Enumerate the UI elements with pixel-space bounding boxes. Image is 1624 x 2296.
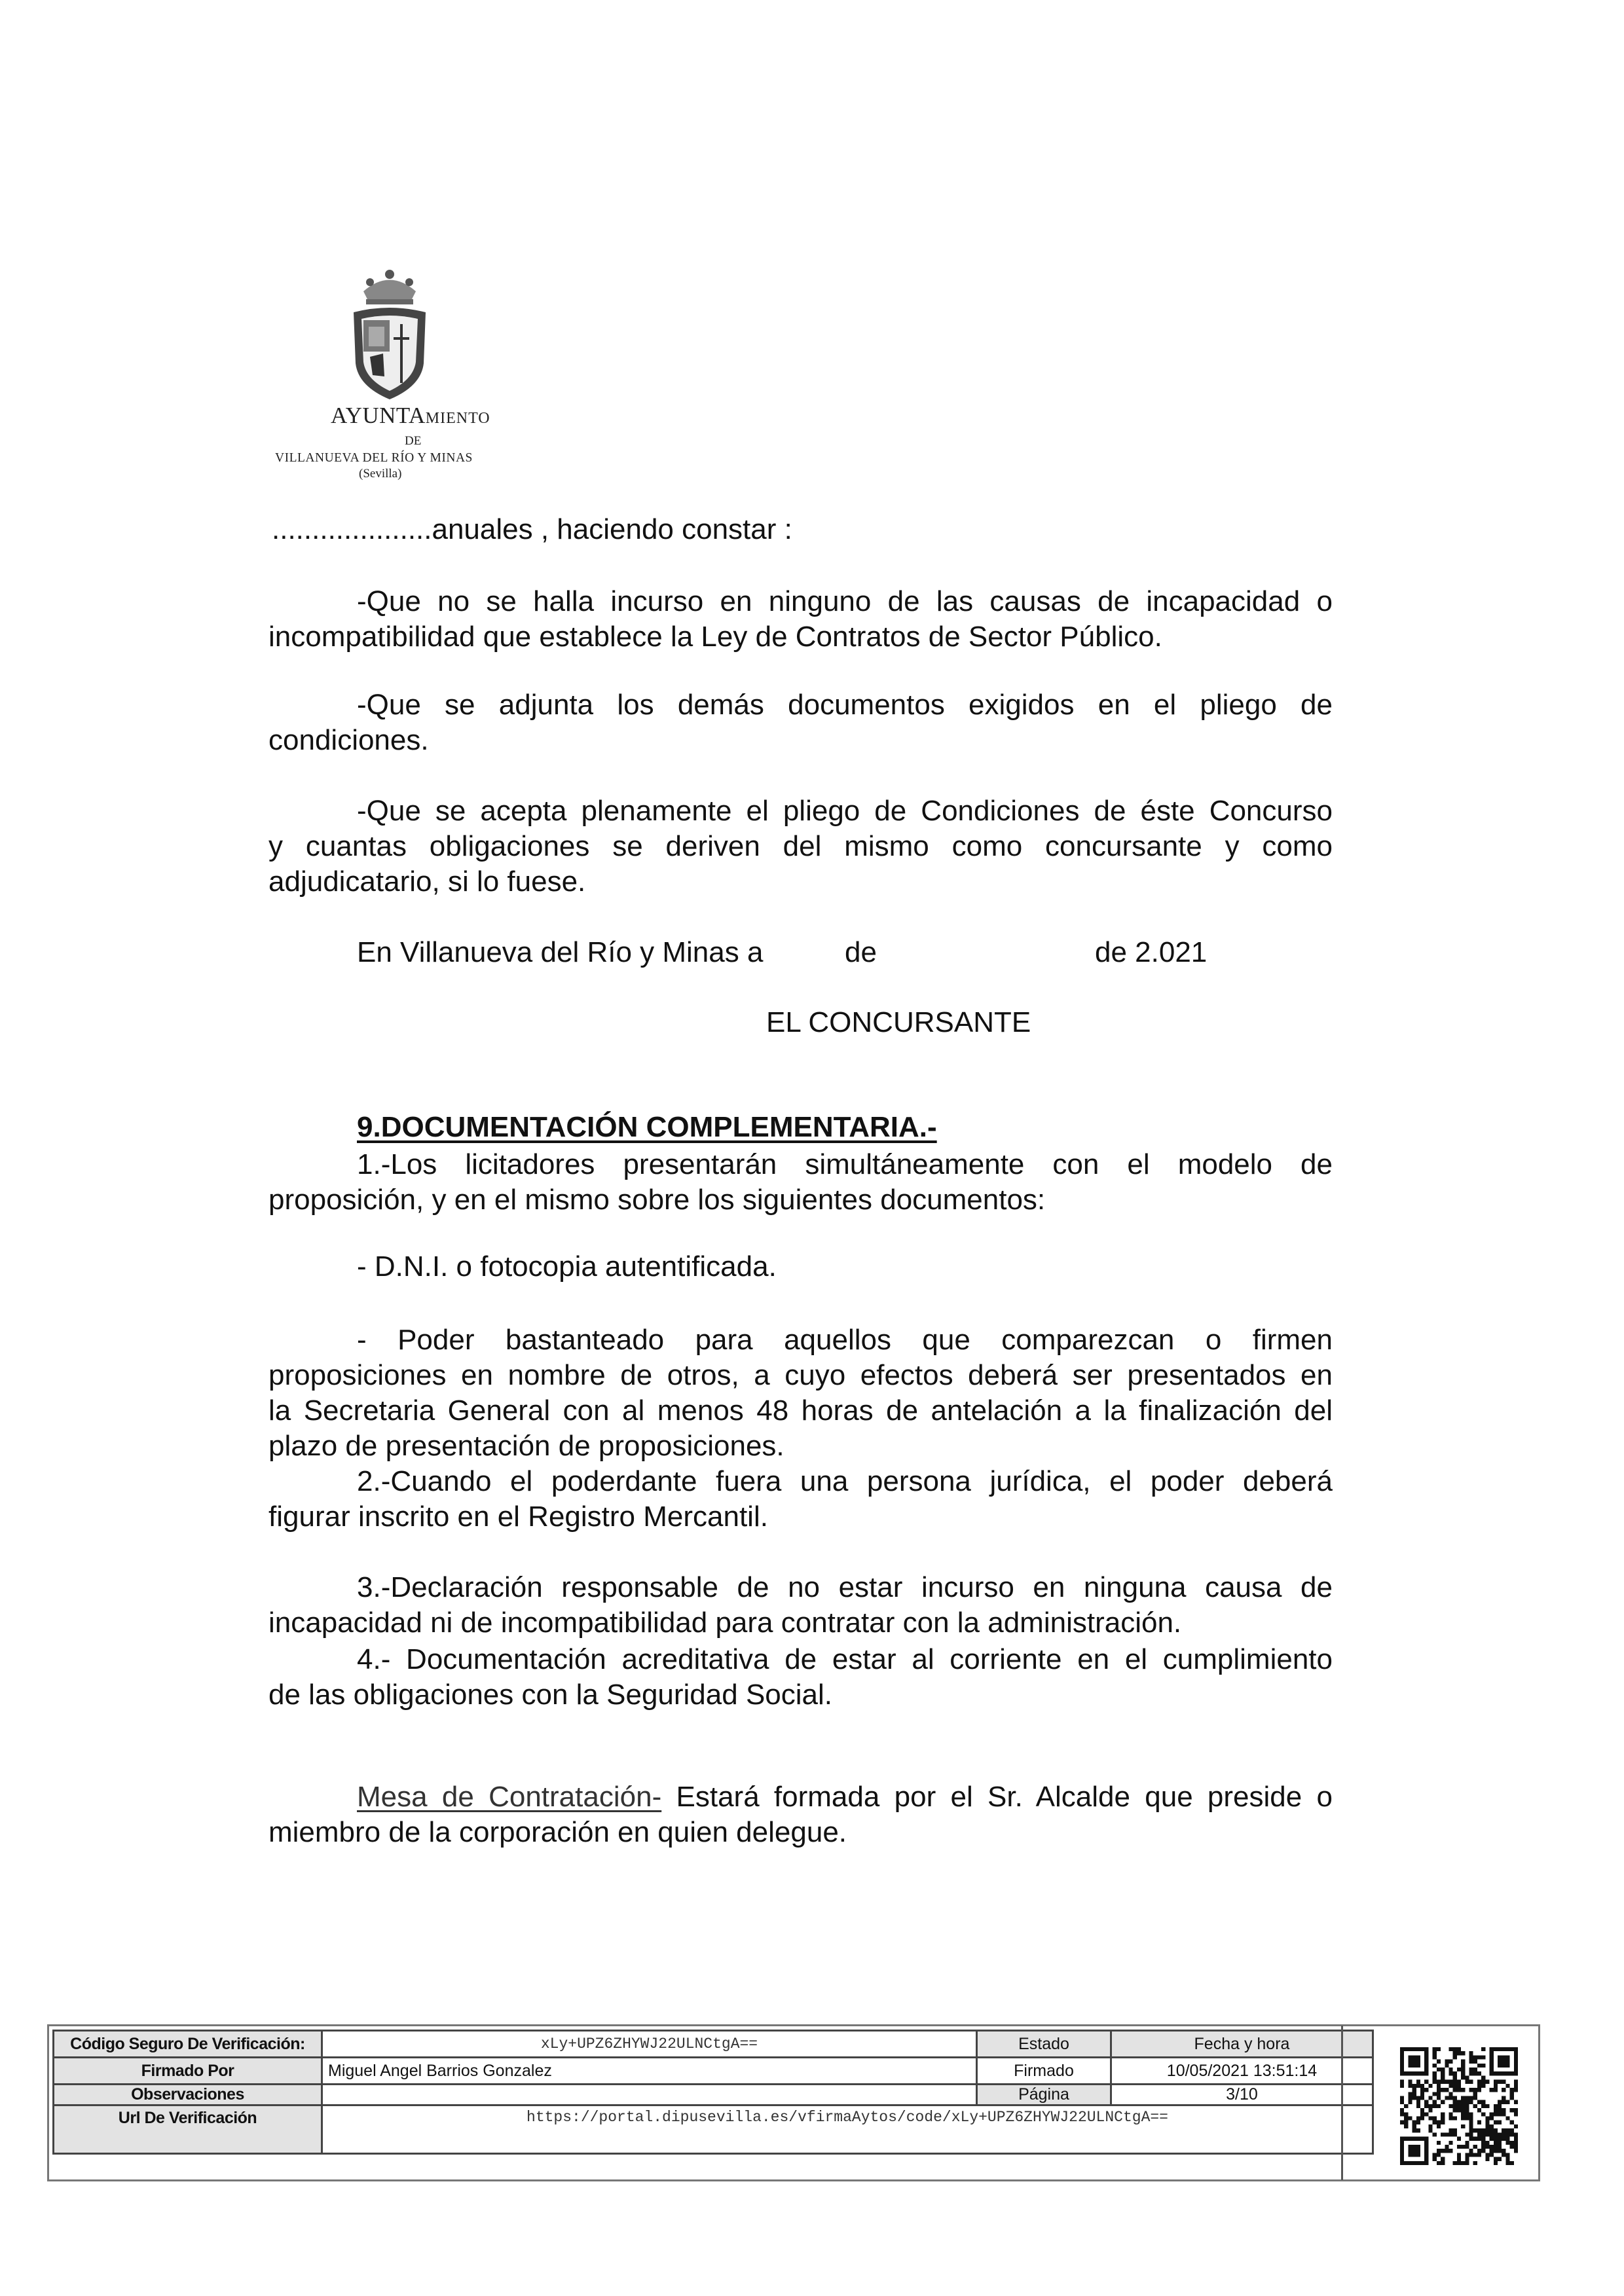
declaration-2 <box>268 687 1333 758</box>
item-poder-line-4: plazo de presentación de proposiciones. <box>268 1430 784 1462</box>
mesa-title: Mesa de Contratación- <box>357 1781 662 1813</box>
item-4 <box>268 1642 1333 1713</box>
item-poder-line-3: la Secretaria General con al menos 48 horas de antelación a la finalización del <box>268 1394 1333 1427</box>
item-2 <box>268 1464 1333 1535</box>
estado-value: Firmado <box>977 2058 1111 2085</box>
firmado-por-label: Firmado Por <box>54 2058 322 2085</box>
table-row <box>54 2085 1373 2105</box>
url-value[interactable] <box>322 2105 1373 2154</box>
item-1-line-1: 1.-Los licitadores presentarán simultáneamente con el modelo de <box>357 1148 1333 1180</box>
item-2-line-2: figurar inscrito en el Registro Mercantil. <box>268 1501 768 1533</box>
item-dni: - D.N.I. o fotocopia autentificada. <box>357 1250 777 1283</box>
letterhead-municipality: VILLANUEVA DEL RÍO Y MINAS <box>275 451 473 465</box>
url-link[interactable]: https://portal.dipusevilla.es/vfirmaAytos/code/xLy+UPZ6ZHYWJ22ULNCtgA== <box>526 2109 1168 2126</box>
verification-table <box>52 2030 1374 2155</box>
declaration-1-line-1: -Que no se halla incurso en ninguno de las causas de incapacidad o <box>357 585 1333 617</box>
item-3-line-1: 3.-Declaración responsable de no estar incurso en ninguna causa de <box>357 1571 1333 1603</box>
date-year: de 2.021 <box>1095 936 1208 968</box>
declaration-2-line-2: condiciones. <box>268 724 429 756</box>
csv-label: Código Seguro De Verificación: <box>54 2031 322 2058</box>
mesa-line-2: miembro de la corporación en quien delegue. <box>268 1816 847 1848</box>
item-3-line-2: incapacidad ni de incompatibilidad para contratar con la administración. <box>268 1607 1182 1639</box>
declaration-3 <box>268 793 1333 900</box>
letterhead-province: (Sevilla) <box>359 467 402 481</box>
declaration-2-line-1: -Que se adjunta los demás documentos exigidos en el pliego de <box>357 689 1333 721</box>
item-2-line-1: 2.-Cuando el poderdante fuera una persona jurídica, el poder deberá <box>357 1465 1333 1497</box>
item-poder-line-1: - Poder bastanteado para aquellos que comparezcan o firmen <box>357 1324 1333 1356</box>
item-3 <box>268 1570 1333 1641</box>
letterhead-title: AYUNTAMIENTO <box>331 403 490 428</box>
item-4-line-1: 4.- Documentación acreditativa de estar al corriente en el cumplimiento <box>357 1643 1333 1675</box>
intro-line: ....................anuales , haciendo constar : <box>272 513 792 545</box>
csv-value: xLy+UPZ6ZHYWJ22ULNCtgA== <box>322 2031 977 2058</box>
observaciones-value <box>322 2085 977 2105</box>
item-poder-line-2: proposiciones en nombre de otros, a cuyo efectos deberá ser presentados en <box>268 1359 1333 1391</box>
item-1 <box>268 1147 1333 1218</box>
table-row <box>54 2058 1373 2085</box>
date-day-of: de <box>845 936 877 968</box>
table-row <box>54 2031 1373 2058</box>
pagina-label: Página <box>977 2085 1111 2105</box>
signatory-label: EL CONCURSANTE <box>766 1006 1031 1038</box>
mesa-paragraph <box>268 1779 1333 1850</box>
place-text: En Villanueva del Río y Minas a <box>357 936 764 968</box>
mesa-line-1 <box>268 1779 1333 1815</box>
table-row <box>54 2105 1373 2154</box>
fecha-label: Fecha y hora <box>1111 2031 1373 2058</box>
pagina-value: 3/10 <box>1111 2085 1373 2105</box>
item-4-line-2: de las obligaciones con la Seguridad Social. <box>268 1679 833 1711</box>
coat-of-arms-icon <box>344 265 435 403</box>
item-poder <box>268 1322 1333 1464</box>
letterhead-de: DE <box>405 434 422 448</box>
mesa-text-first: Estará formada por el Sr. Alcalde que preside o <box>661 1781 1333 1813</box>
estado-label: Estado <box>977 2031 1111 2058</box>
declaration-1-line-2: incompatibilidad que establece la Ley de Contratos de Sector Público. <box>268 621 1162 653</box>
item-1-line-2: proposición, y en el mismo sobre los siguientes documentos: <box>268 1184 1046 1216</box>
declaration-1 <box>268 584 1333 655</box>
declaration-3-line-3: adjudicatario, si lo fuese. <box>268 866 586 898</box>
qr-code-icon[interactable] <box>1400 2047 1518 2165</box>
observaciones-label: Observaciones <box>54 2085 322 2105</box>
fecha-value: 10/05/2021 13:51:14 <box>1111 2058 1373 2085</box>
firmado-por-value: Miguel Angel Barrios Gonzalez <box>322 2058 977 2085</box>
url-label: Url De Verificación <box>54 2105 322 2154</box>
section-heading: 9.DOCUMENTACIÓN COMPLEMENTARIA.- <box>357 1111 937 1143</box>
declaration-3-line-1: -Que se acepta plenamente el pliego de Condiciones de éste Concurso <box>357 795 1333 827</box>
declaration-3-line-2: y cuantas obligaciones se deriven del mismo como concursante y como <box>268 830 1333 862</box>
